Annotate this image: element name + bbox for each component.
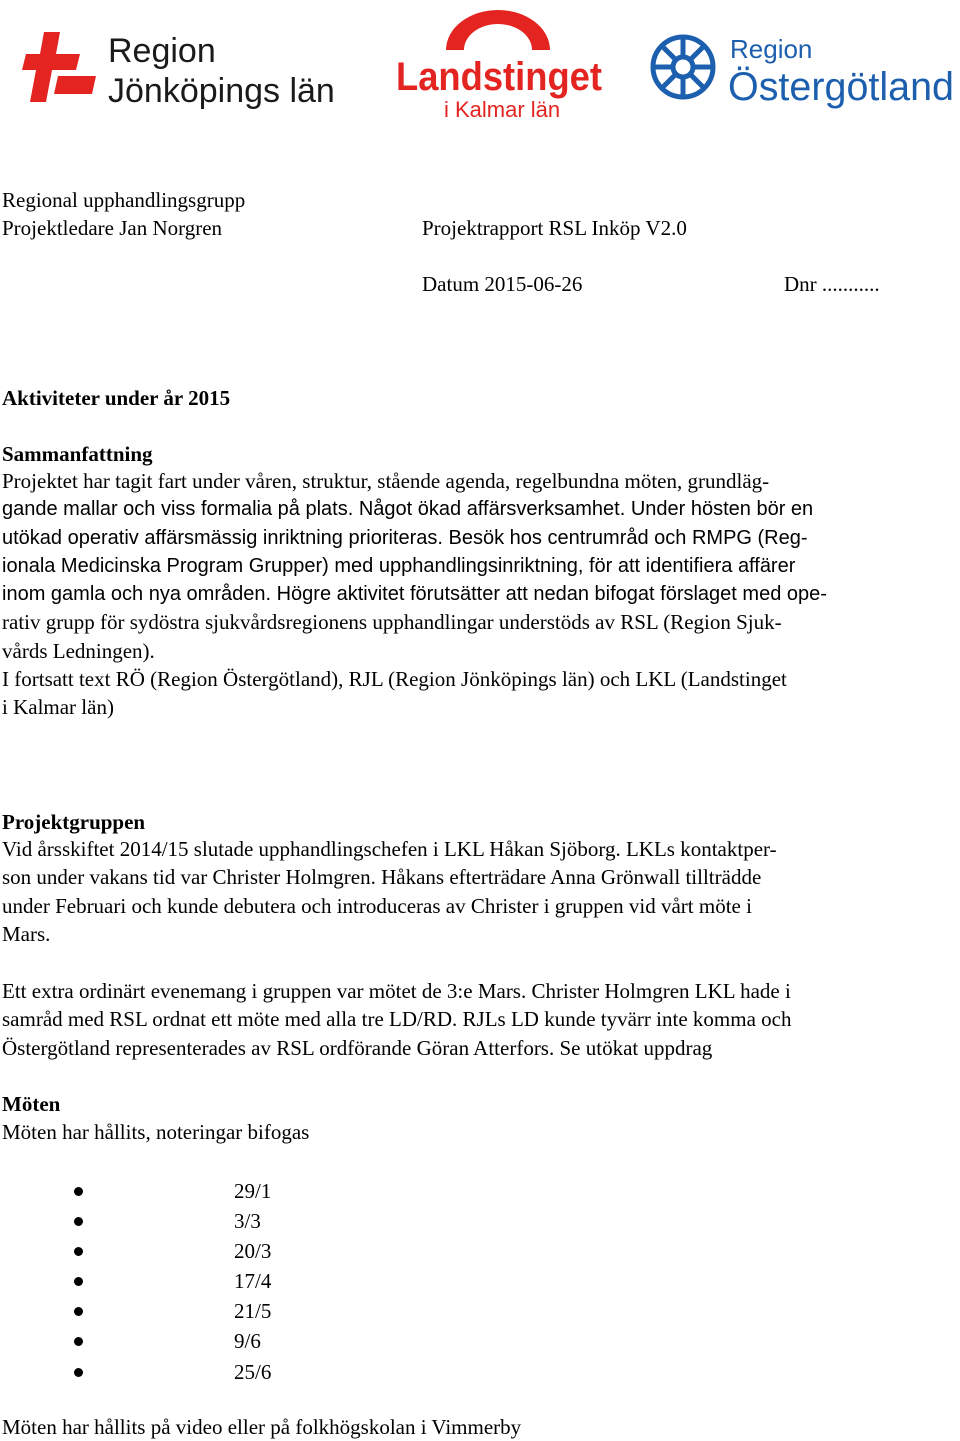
list-item: 29/1 bbox=[0, 1176, 271, 1206]
meetings-footer: Möten har hållits på video eller på folkhögskolan i Vimmerby bbox=[2, 1415, 522, 1439]
summary-line: I fortsatt text RÖ (Region Östergötland), RJL (Region Jönköpings län) och LKL (Landstinget bbox=[2, 667, 787, 692]
svg-text:i Kalmar län: i Kalmar län bbox=[444, 97, 561, 122]
paragraph-line: Vid årsskiftet 2014/15 slutade upphandlingschefen i LKL Håkan Sjöborg. LKLs kontaktper- bbox=[2, 837, 777, 861]
summary-line: vårds Ledningen). bbox=[2, 638, 155, 663]
list-item: 25/6 bbox=[0, 1357, 271, 1387]
svg-text:Region: Region bbox=[730, 34, 813, 64]
report-title: Projektrapport RSL Inköp V2.0 bbox=[422, 216, 687, 240]
page-title: Aktiviteter under år 2015 bbox=[2, 386, 231, 410]
paragraph-line: samråd med RSL ordnat ett möte med alla tre LD/RD. RJLs LD kunde tyvärr inte komma och bbox=[2, 1007, 792, 1032]
project-group-paragraph-1 bbox=[2, 835, 942, 948]
project-group-heading: Projektgruppen bbox=[2, 810, 146, 834]
list-item: 9/6 bbox=[0, 1326, 271, 1356]
meetings-intro: Möten har hållits, noteringar bifogas bbox=[2, 1120, 310, 1144]
summary-line: rativ grupp för sydöstra sjukvårdsregionens upphandlingar understöds av RSL (Region Sjuk- bbox=[2, 610, 782, 635]
list-item: 17/4 bbox=[0, 1266, 271, 1296]
list-item: 20/3 bbox=[0, 1236, 271, 1266]
org-name: Regional upphandlingsgrupp bbox=[2, 188, 246, 212]
svg-text:Östergötland: Östergötland bbox=[728, 65, 954, 109]
summary-line: gande mallar och viss formalia på plats. Något ökad affärsverksamhet. Under hösten bör en bbox=[2, 498, 814, 521]
summary-paragraph bbox=[2, 467, 942, 722]
summary-line: inom gamla och nya områden. Högre aktivitet förutsätter att nedan bifogat förslaget med ope- bbox=[2, 583, 827, 606]
paragraph-line: Östergötland representerades av RSL ordförande Göran Atterfors. Se utökat uppdrag bbox=[2, 1035, 713, 1060]
paragraph-line: Mars. bbox=[2, 921, 51, 946]
meeting-dates-list bbox=[0, 1176, 271, 1387]
summary-line: ionala Medicinska Program Grupper) med upphandlingsinriktning, för att identifiera affärer bbox=[2, 554, 796, 577]
svg-text:Region: Region bbox=[108, 32, 216, 70]
svg-text:Jönköpings län: Jönköpings län bbox=[108, 72, 335, 110]
summary-line: i Kalmar län) bbox=[2, 695, 114, 720]
meetings-heading: Möten bbox=[2, 1092, 61, 1116]
landstinget-kalmar-logo bbox=[396, 6, 606, 122]
paragraph-line: under Februari och kunde debutera och introduceras av Christer i gruppen vid vårt möte i bbox=[2, 893, 752, 918]
region-ostergotland-logo bbox=[644, 24, 958, 110]
list-item: 3/3 bbox=[0, 1206, 271, 1236]
dnr-label: Dnr ........... bbox=[784, 272, 880, 296]
svg-text:Landstinget: Landstinget bbox=[396, 55, 602, 99]
paragraph-line: Ett extra ordinärt evenemang i gruppen var mötet de 3:e Mars. Christer Holmgren LKL hade i bbox=[2, 979, 791, 1003]
report-date: Datum 2015-06-26 bbox=[422, 272, 583, 296]
project-group-paragraph-2 bbox=[2, 977, 942, 1062]
summary-line: utökad operativ affärsmässig inriktning prioriteras. Besök hos centrumråd och RMPG (Reg- bbox=[2, 526, 808, 549]
summary-heading: Sammanfattning bbox=[2, 442, 153, 466]
list-item: 21/5 bbox=[0, 1296, 271, 1326]
project-leader: Projektledare Jan Norgren bbox=[2, 216, 223, 240]
paragraph-line: son under vakans tid var Christer Holmgren. Håkans efterträdare Anna Grönwall tillträdde bbox=[2, 865, 762, 890]
summary-line: Projektet har tagit fart under våren, struktur, stående agenda, regelbundna möten, grundläg- bbox=[2, 469, 770, 493]
region-jonkoping-logo bbox=[20, 28, 350, 112]
